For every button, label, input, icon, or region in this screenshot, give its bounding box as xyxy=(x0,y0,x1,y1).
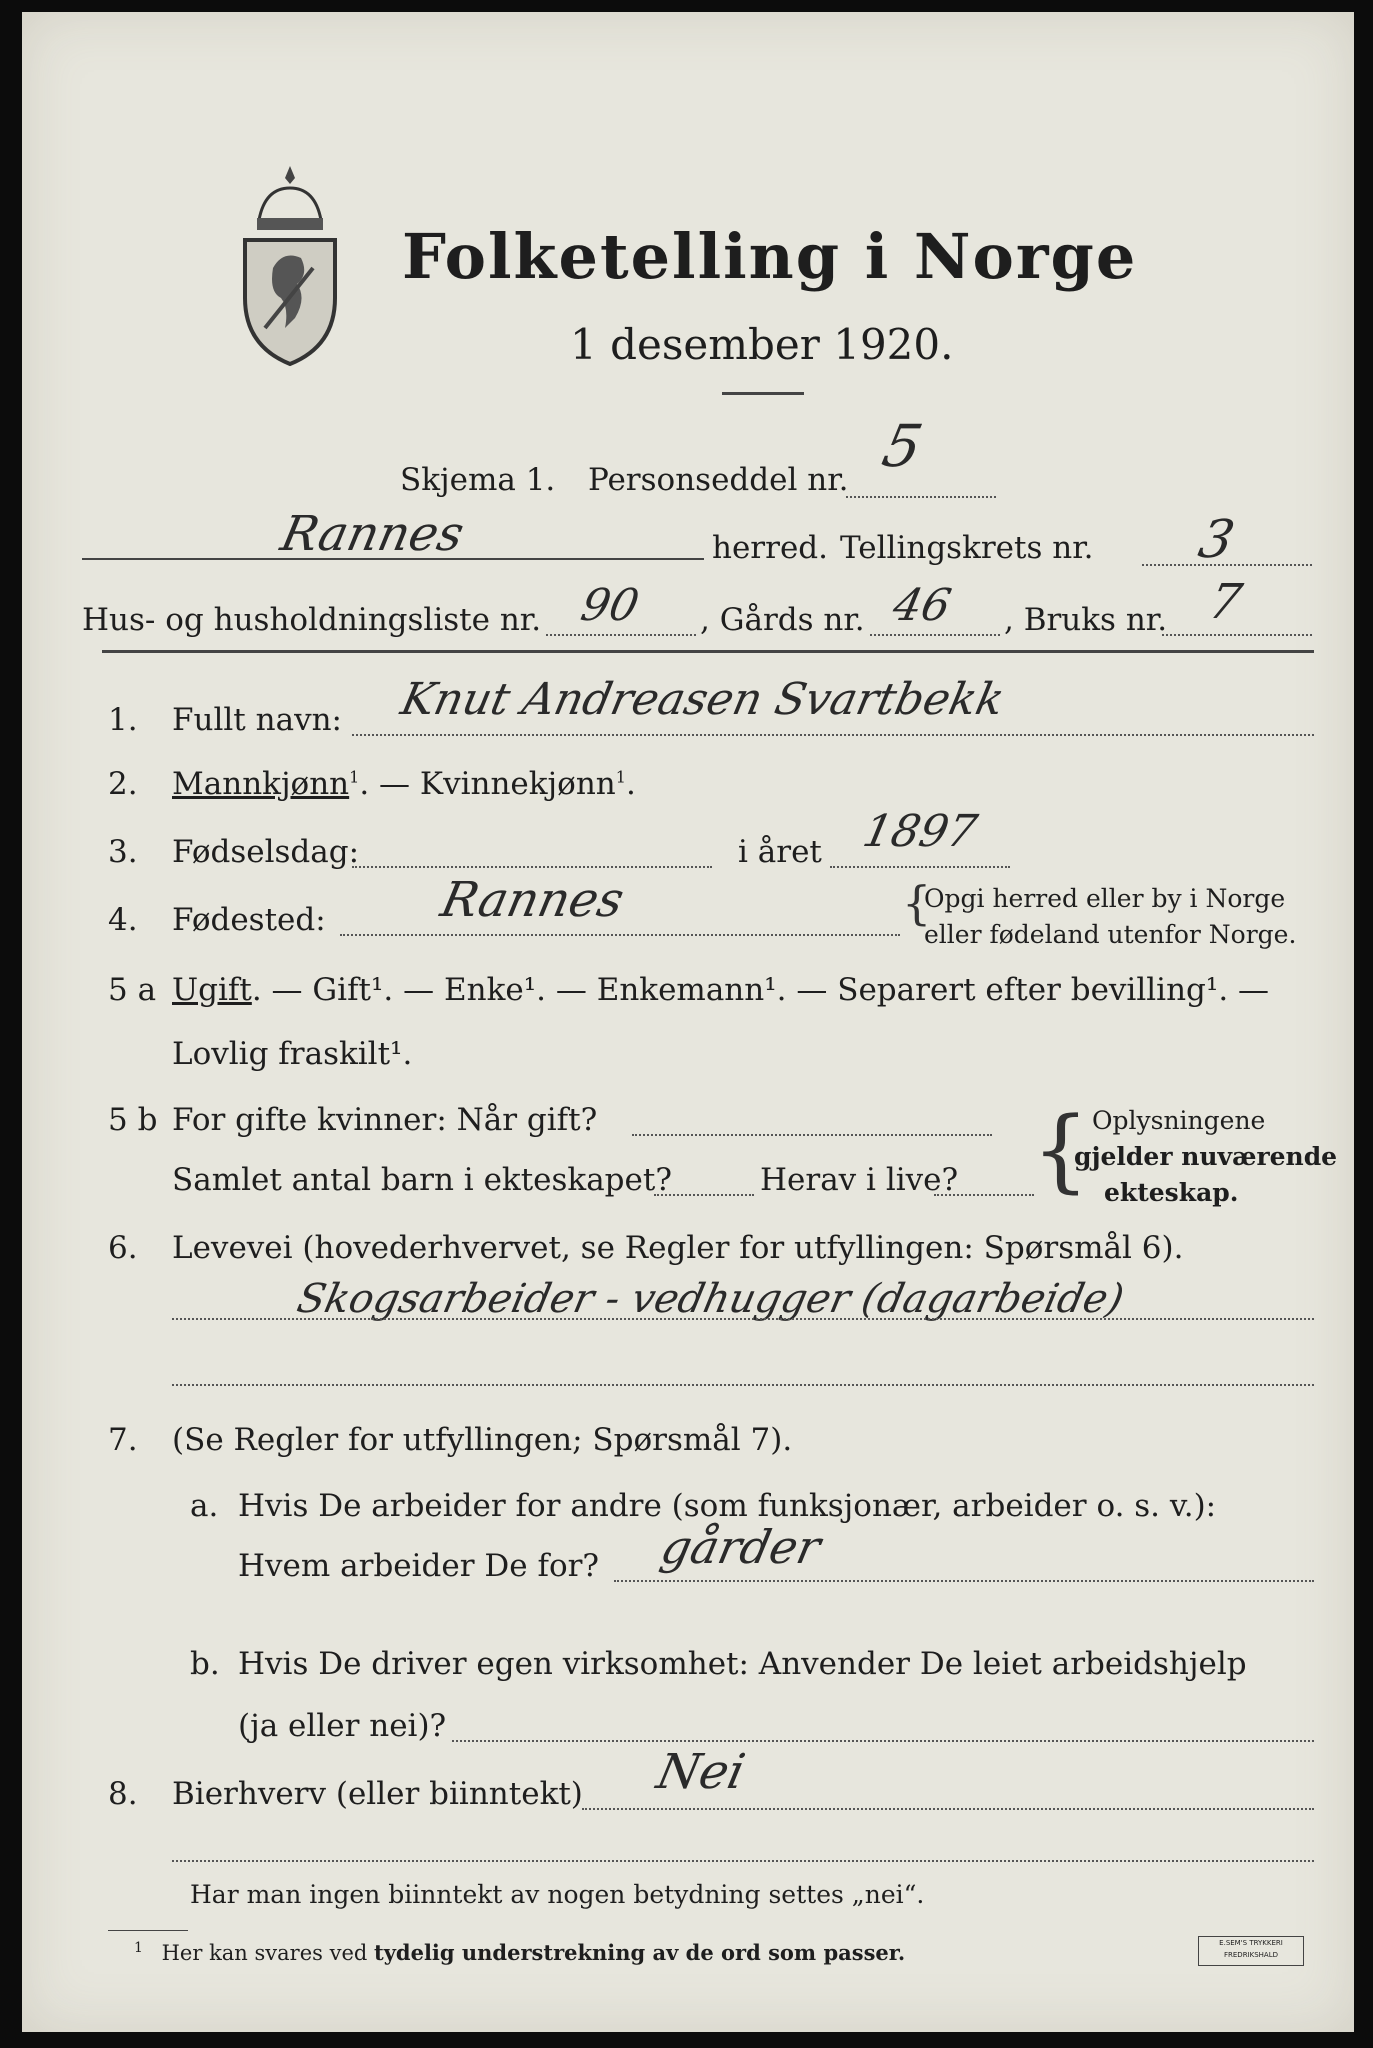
male-option[interactable]: Mannkjønn xyxy=(172,766,350,802)
husliste-label: Hus- og husholdningsliste nr. xyxy=(82,602,542,638)
q5b-note1: Oplysningene xyxy=(1092,1106,1266,1135)
husliste-line xyxy=(546,634,696,636)
q1-number: 1. xyxy=(108,702,138,738)
employer-line xyxy=(614,1580,1314,1582)
side-income-line xyxy=(582,1808,1314,1810)
q7a-line2: Hvem arbeider De for? xyxy=(238,1548,600,1584)
header-divider xyxy=(102,650,1314,653)
q6-label: Levevei (hovederhvervet, se Regler for utfyllingen: Spørsmål 6). xyxy=(172,1230,1184,1266)
husliste-value[interactable]: 90 xyxy=(576,580,644,631)
q8-label: Bierhverv (eller biinntekt) xyxy=(172,1776,583,1812)
birthplace-value[interactable]: Rannes xyxy=(436,872,629,928)
year-label: i året xyxy=(738,834,822,870)
children-line xyxy=(654,1194,754,1196)
side-income-line2 xyxy=(172,1860,1314,1862)
q4-brace: { xyxy=(902,876,932,930)
q4-number: 4. xyxy=(108,902,138,938)
q4-label: Fødested: xyxy=(172,902,326,938)
q1-label: Fullt navn: xyxy=(172,702,342,738)
occupation-value[interactable]: Skogsarbeider - vedhugger (dagarbeide) xyxy=(293,1276,1128,1322)
skjema-label: Skjema 1. xyxy=(400,462,556,498)
bruks-line xyxy=(1162,634,1312,636)
footnote-text-b: tydelig understrekning av de ord som passer. xyxy=(374,1940,906,1965)
full-name-value[interactable]: Knut Andreasen Svartbekk xyxy=(396,674,1009,725)
q5b-number: 5 b xyxy=(108,1102,158,1138)
gards-label: , Gårds nr. xyxy=(700,602,865,638)
footer-note: Har man ingen biinntekt av nogen betydning settes „nei“. xyxy=(190,1880,925,1909)
q5b-brace: { xyxy=(1032,1098,1090,1203)
printer-stamp-line2: FREDRIKSHALD xyxy=(1223,1951,1278,1959)
footnote-text-a: Her kan svares ved xyxy=(161,1941,374,1965)
footnote-number: 1 xyxy=(134,1940,143,1956)
q5a-line2: Lovlig fraskilt¹. xyxy=(172,1036,413,1072)
printer-stamp-line1: E.SEM'S TRYKKERI xyxy=(1219,1939,1283,1947)
herred-value[interactable]: Rannes xyxy=(276,506,469,562)
tellingskrets-label: Tellingskrets nr. xyxy=(840,530,1094,566)
gards-line xyxy=(870,634,1000,636)
bruks-value[interactable]: 7 xyxy=(1204,574,1247,630)
unmarried-option[interactable]: Ugift xyxy=(172,972,252,1008)
q2-number: 2. xyxy=(108,766,138,802)
q3-number: 3. xyxy=(108,834,138,870)
birthplace-line xyxy=(340,934,900,936)
q1-line xyxy=(352,734,1314,736)
q5b-note3: ekteskap. xyxy=(1104,1178,1239,1207)
personseddel-label: Personseddel nr. xyxy=(588,462,849,498)
employer-value[interactable]: gårder xyxy=(656,1520,826,1574)
q6-number: 6. xyxy=(108,1230,138,1266)
q5b-alive-label: Herav i live? xyxy=(760,1162,959,1198)
q7a-letter: a. xyxy=(190,1488,219,1524)
q7b-letter: b. xyxy=(190,1646,220,1682)
bruks-label: , Bruks nr. xyxy=(1004,602,1168,638)
q5b-line1: For gifte kvinner: Når gift? xyxy=(172,1102,598,1138)
year-line xyxy=(830,866,1010,868)
q3-label: Fødselsdag: xyxy=(172,834,360,870)
hired-help-line xyxy=(452,1740,1314,1742)
sex-separator: . — xyxy=(359,766,420,802)
q8-number: 8. xyxy=(108,1776,138,1812)
q7a-line1: Hvis De arbeider for andre (som funksjonær, arbeider o. s. v.): xyxy=(238,1488,1217,1524)
q5a-other-options: . — Gift¹. — Enke¹. — Enkemann¹. — Separert efter bevilling¹. — xyxy=(251,972,1270,1008)
footnote-rule xyxy=(108,1930,188,1931)
female-option[interactable]: Kvinnekjønn xyxy=(419,766,616,802)
occupation-line2 xyxy=(172,1384,1314,1386)
birth-year-value[interactable]: 1897 xyxy=(858,806,982,857)
census-date: 1 desember 1920. xyxy=(570,320,954,369)
q5a-number: 5 a xyxy=(108,972,157,1008)
q5a-options xyxy=(172,972,1269,1008)
printer-stamp xyxy=(1198,1936,1304,1966)
herred-label: herred. xyxy=(712,530,828,566)
female-footnote-mark: 1 xyxy=(615,767,626,787)
q7b-line1: Hvis De driver egen virksomhet: Anvender De leiet arbeidshjelp xyxy=(238,1646,1247,1682)
q7-number: 7. xyxy=(108,1422,138,1458)
personseddel-line xyxy=(846,496,996,498)
census-form xyxy=(22,12,1354,2032)
coat-of-arms-icon xyxy=(235,158,345,370)
form-title: Folketelling i Norge xyxy=(402,220,1138,293)
alive-line xyxy=(934,1194,1034,1196)
q7b-line2: (ja eller nei)? xyxy=(238,1708,447,1744)
gards-value[interactable]: 46 xyxy=(888,580,956,631)
side-income-value[interactable]: Nei xyxy=(652,1744,750,1800)
q2-sex-options xyxy=(172,766,636,802)
occupation-line1 xyxy=(172,1318,1314,1320)
q2-end: . xyxy=(625,766,636,802)
male-footnote-mark: 1 xyxy=(349,767,360,787)
birthday-line xyxy=(352,866,712,868)
personseddel-value[interactable]: 5 xyxy=(876,412,929,480)
q4-note-line1: Opgi herred eller by i Norge xyxy=(924,884,1286,913)
q5b-children-label: Samlet antal barn i ekteskapet? xyxy=(172,1162,672,1198)
title-divider xyxy=(722,392,804,395)
q4-note-line2: eller fødeland utenfor Norge. xyxy=(924,920,1297,949)
q7-label: (Se Regler for utfyllingen; Spørsmål 7). xyxy=(172,1422,793,1458)
married-when-line xyxy=(632,1134,992,1136)
q5b-note2: gjelder nuværende xyxy=(1074,1142,1338,1171)
tellingskrets-value[interactable]: 3 xyxy=(1193,510,1240,570)
footnote xyxy=(134,1940,905,1965)
